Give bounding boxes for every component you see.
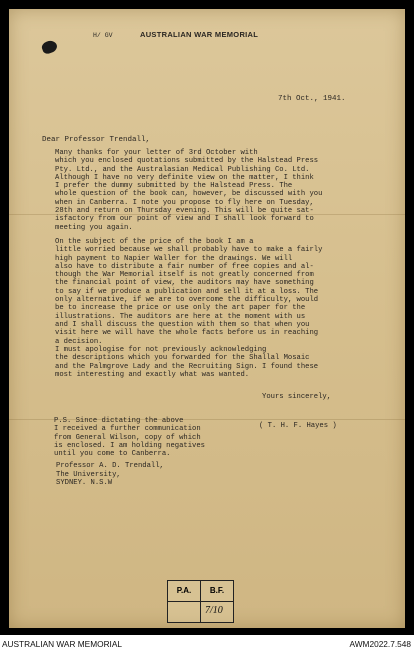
text-line: from General Wilson, copy of which [54, 433, 201, 442]
text-line: the descriptions which you forwarded for the Shallal Mosaic [55, 354, 310, 363]
address-line: Professor A. D. Trendall, [56, 462, 164, 470]
text-line: to say if we produce a publication and sell it at a loss. The [55, 287, 319, 296]
body-paragraph-3 [55, 346, 357, 379]
text-line: the financial point of view, the auditors may have something [55, 279, 314, 288]
letter-date: 7th Oct., 1941. [278, 95, 346, 103]
text-line: 28th and return on Thursday evening. This will be quite sat- [55, 207, 314, 216]
text-line: a decision. [55, 337, 103, 346]
text-line: when in Canberra. I note you propose to fly here on Tuesday, [55, 198, 314, 207]
stamp-bf-label: B.F. [201, 581, 233, 602]
caption-institution: AUSTRALIAN WAR MEMORIAL [2, 639, 123, 649]
closing: Yours sincerely, [262, 393, 332, 401]
file-reference: H/ GV [93, 32, 113, 39]
stamp-pa-label: P.A. [168, 581, 201, 602]
signature-initials: ( T. H. F. Hayes ) [259, 422, 337, 430]
text-line: high payment to Napier Waller for the drawings. We will [55, 254, 293, 263]
stamp-divider [200, 601, 201, 622]
recipient-address [56, 462, 164, 488]
text-line: and the Palmgrove Lady and the Recruiting Sign. I found these [55, 362, 319, 371]
text-line: meeting you again. [55, 223, 133, 232]
letterhead: AUSTRALIAN WAR MEMORIAL [140, 30, 259, 39]
text-line: I received a further communication [54, 425, 201, 434]
text-line: isfactory from our point of view and I shall look forward to [55, 215, 314, 224]
salutation: Dear Professor Trendall, [42, 136, 151, 144]
text-line: I must apologise for not previously acknowledging [55, 346, 267, 354]
text-line: which you enclosed quotations submitted by the Halstead Press [55, 157, 319, 166]
body-paragraph-2 [55, 238, 357, 346]
text-line: only alternative, if we are to overcome the difficulty, would [55, 296, 319, 305]
address-line: The University, [56, 470, 121, 479]
text-line: visit here we will have the whole facts before us in reaching [55, 329, 319, 338]
text-line: Although I have no very definite view on the matter, I think [55, 173, 314, 182]
text-line: P.S. Since dictating the above [54, 417, 184, 425]
text-line: Many thanks for your letter of 3rd October with [55, 149, 258, 157]
text-line: whole question of the book can, however, be discussed with you [55, 190, 323, 199]
text-line: I prefer the dummy submitted by the Halstead Press. The [55, 182, 293, 191]
stamp-handwritten-date: 7/10 [205, 605, 223, 616]
caption-bar [0, 635, 414, 653]
text-line: most interesting and exactly what was wanted. [55, 370, 250, 379]
text-line: also have to distribute a fair number of free copies and al- [55, 262, 314, 271]
text-line: be to increase the price or use only the art paper for the [55, 304, 306, 313]
text-line: and I shall discuss the question with them so that when you [55, 320, 310, 329]
filing-stamp [167, 580, 234, 623]
text-line: Pty. Ltd., and the Australasian Medical Publishing Co. Ltd. [55, 165, 310, 174]
text-line: little worried because we shall probably have to make a fairly [55, 246, 323, 255]
address-line: SYDNEY. N.S.W [56, 479, 113, 487]
punch-hole [40, 39, 58, 55]
text-line: is enclosed. I am holding negatives [54, 441, 205, 450]
text-line: illustrations. The auditors are here at the moment with us [55, 312, 306, 321]
postscript [54, 417, 205, 458]
text-line: On the subject of the price of the book I am a [55, 238, 254, 246]
caption-accession-number: AWM2022.7.548 [349, 639, 411, 649]
letter-sheet [9, 9, 405, 628]
text-line: though the War Memorial itself is not greatly concerned from [55, 271, 314, 280]
text-line: until you come to Canberra. [54, 450, 171, 459]
body-paragraph-1 [55, 149, 357, 232]
